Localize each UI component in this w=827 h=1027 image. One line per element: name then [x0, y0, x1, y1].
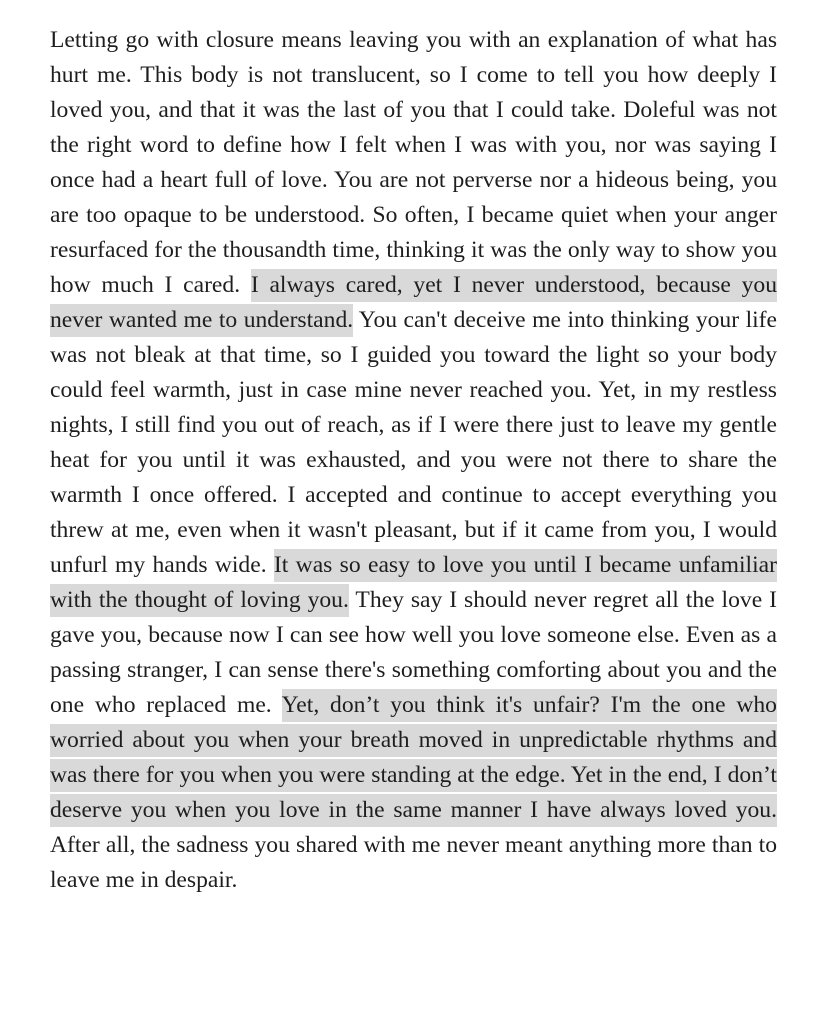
- passage-segment-3: They say I should never regret all the love I gave you, because now I can see how well you love someone else. Even as a passing stranger, I can sense there's something comforting about you and the one who replaced me.: [50, 587, 777, 718]
- passage-segment-1: Letting go with closure means leaving you with an explanation of what has hurt me. This body is not translucent, so I come to tell you how deeply I loved you, and that it was the last of you that I could take. Doleful was not the right word to define how I felt when I was with you, nor was saying I once had a heart full of love. You are not perverse nor a hideous being, you are too opaque to be understood. So often, I became quiet when your anger resurfaced for the thousandth time, thinking it was the only way to show you how much I cared.: [50, 27, 777, 298]
- highlighted-passage-1: I always cared, yet I never understood, because you never wanted me to understand.: [50, 269, 777, 337]
- prose-passage: [50, 23, 777, 898]
- passage-segment-2: You can't deceive me into thinking your life was not bleak at that time, so I guided you toward the light so your body could feel warmth, just in case mine never reached you. Yet, in my restless nights, I still find you out of reach, as if I were there just to leave my gentle heat for you until it was exhausted, and you were not there to share the warmth I once offered. I accepted and continue to accept everything you threw at me, even when it wasn't pleasant, but if it came from you, I would unfurl my hands wide.: [50, 307, 778, 578]
- highlighted-passage-2: It was so easy to love you until I became unfamiliar with the thought of loving you.: [50, 549, 777, 617]
- passage-segment-4: After all, the sadness you shared with me never meant anything more than to leave me in despair.: [50, 832, 777, 893]
- highlighted-passage-3: Yet, don’t you think it's unfair? I'm the one who worried about you when your breath moved in unpredictable rhythms and was there for you when you were standing at the edge. Yet in the end, I don’t deserve you when you love in the same manner I have always loved you.: [50, 689, 777, 827]
